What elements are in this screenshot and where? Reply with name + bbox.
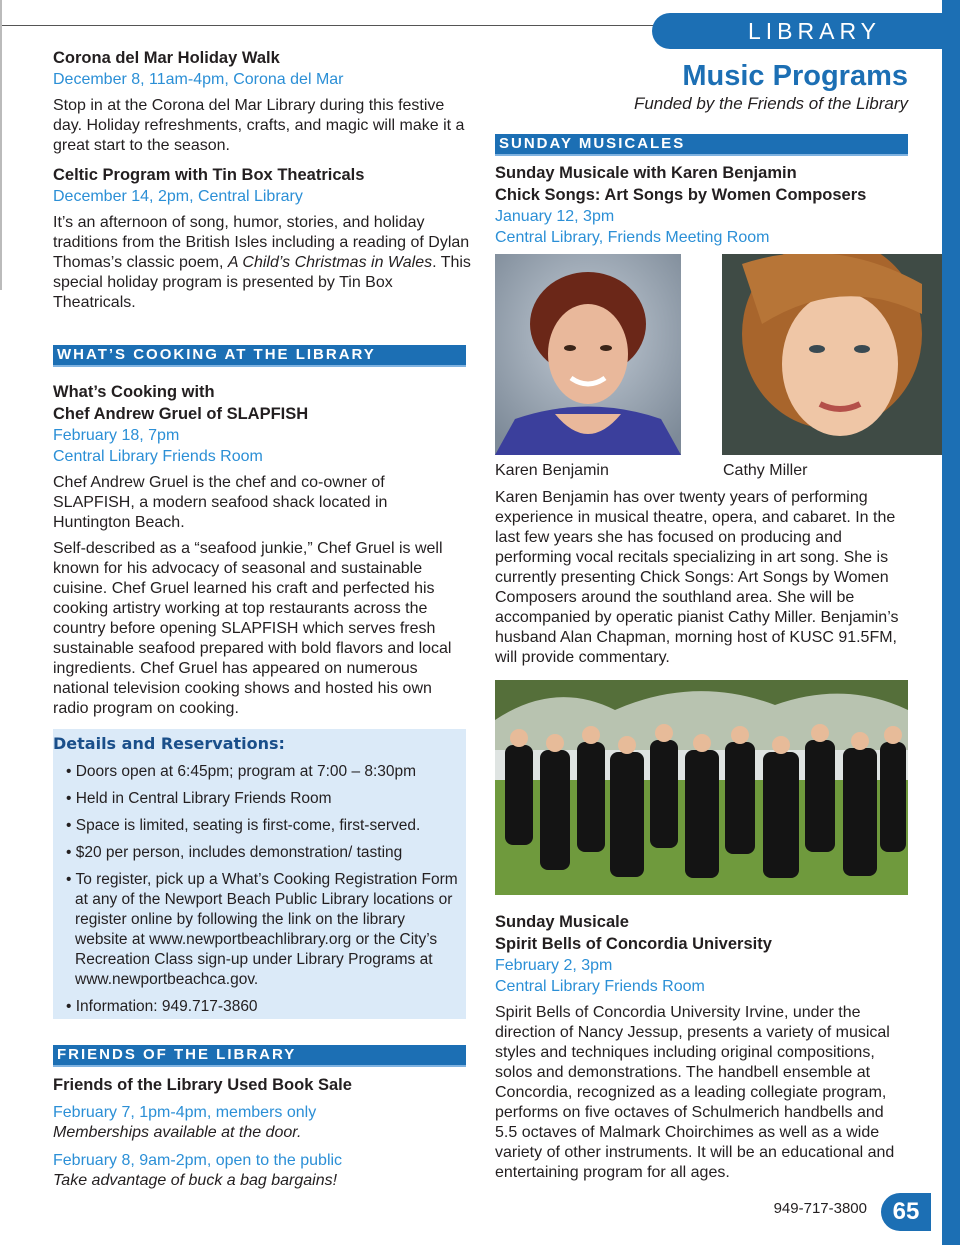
cooking-section-bar: WHAT’S COOKING AT THE LIBRARY — [53, 345, 466, 367]
bells-title-1: Sunday Musicale — [495, 913, 629, 931]
sunday-musicales-bar: SUNDAY MUSICALES — [495, 134, 908, 156]
karen-section-header — [495, 162, 908, 248]
page-number: 65 — [881, 1193, 931, 1231]
holiday-walk-body: Stop in at the Corona del Mar Library during this festive day. Holiday refreshments, crafts, and magic will make it a great start to the season. — [53, 97, 465, 154]
karen-caption: Karen Benjamin — [495, 462, 609, 479]
karen-body: Karen Benjamin has over twenty years of performing experience in musical theatre, opera, and cabaret. In the last few years she has focused on producing and performing vocal recitals specializing in art song. She is currently presenting Chick Songs: Art Songs by Women Composers around the southland area. She will be accompanied by operatic pianist Cathy Miller. Benjamin’s husband Alan Chapman, morning host of KUSC 91.5FM, will provide commentary. — [495, 489, 899, 666]
celtic-body-poem-title: A Child’s Christmas in Wales — [227, 254, 433, 271]
celtic-when: December 14, 2pm, Central Library — [53, 188, 303, 205]
celtic-body-text-b: . This special holiday program is presented by Tin Box Theatricals. — [53, 254, 471, 311]
right-edge-bar — [942, 0, 960, 1245]
cooking-body-1: Chef Andrew Gruel is the chef and co-owner of SLAPFISH, a modern seafood shack located in Huntington Beach. — [53, 474, 388, 531]
details-item: • $20 per person, includes demonstration/ tasting — [66, 843, 461, 863]
cooking-title-2: Chef Andrew Gruel of SLAPFISH — [53, 405, 309, 423]
left-margin-rule — [0, 0, 2, 290]
details-item: • Space is limited, seating is first-come, first-served. — [66, 816, 461, 836]
details-box — [53, 729, 466, 1019]
friends-section — [53, 1074, 466, 1191]
friends-note-1: Memberships available at the door. — [53, 1124, 302, 1141]
details-item: • To register, pick up a What’s Cooking Registration Form at any of the Newport Beach Public Library locations or register online by following the link on the library website at www.newportbeachlibrary.org or the City’s Recreation Class sign-up under Library Programs at www.newportbeachca.gov. — [66, 870, 461, 990]
friends-date-1: February 7, 1pm-4pm, members only — [53, 1104, 317, 1121]
karen-date: January 12, 3pm — [495, 208, 615, 225]
bells-title-2: Spirit Bells of Concordia University — [495, 935, 772, 953]
friends-note-2: Take advantage of buck a bag bargains! — [53, 1172, 338, 1189]
details-item: • Held in Central Library Friends Room — [66, 789, 461, 809]
celtic-section — [53, 164, 473, 313]
bells-place: Central Library Friends Room — [495, 978, 705, 995]
cathy-caption: Cathy Miller — [723, 462, 808, 479]
karen-benjamin-photo — [495, 254, 681, 455]
details-list — [66, 762, 461, 1024]
cooking-date: February 18, 7pm — [53, 427, 180, 444]
celtic-body-text-a: It’s an afternoon of song, humor, stories, and holiday traditions from the British Isles including a reading of Dylan Thomas’s classic poem, — [53, 214, 470, 271]
footer-phone: 949-717-3800 — [773, 1200, 867, 1217]
karen-title-2: Chick Songs: Art Songs by Women Composers — [495, 186, 867, 204]
cooking-section — [53, 381, 458, 719]
top-rule — [0, 25, 690, 26]
spirit-bells-group-photo — [495, 680, 908, 895]
karen-body-block — [495, 482, 908, 668]
library-tab: LIBRARY — [652, 13, 952, 49]
page-title: Music Programs — [682, 60, 908, 92]
celtic-body — [53, 213, 473, 313]
holiday-walk-section — [53, 47, 473, 156]
bells-body: Spirit Bells of Concordia University Irvine, under the direction of Nancy Jessup, presents a variety of musical styles and techniques including original compositions, solos and demonstrations. The handbell ensemble at Concordia, recognized as a leading collegiate program, performs on five octaves of Schulmerich handbells and 5.5 octaves of Malmark Choirchimes as well as a wide variety of other instruments. It will be an educational and entertaining program for all ages. — [495, 1004, 895, 1181]
cooking-body-2: Self-described as a “seafood junkie,” Chef Gruel is well known for his advocacy of seasonal and sustainable cuisine. Chef Gruel learned his craft and perfected his cooking artistry working at top restaurants across the country before opening SLAPFISH which serves fresh sustainable seafood prepared with bold flavors and local ingredients. Chef Gruel has appeared on numerous national television cooking shows and hosted his own radio program on cooking. — [53, 540, 452, 717]
friends-section-bar: FRIENDS OF THE LIBRARY — [53, 1045, 466, 1067]
friends-date-2: February 8, 9am-2pm, open to the public — [53, 1152, 343, 1169]
holiday-walk-when: December 8, 11am-4pm, Corona del Mar — [53, 71, 344, 88]
holiday-walk-title: Corona del Mar Holiday Walk — [53, 49, 280, 67]
karen-place: Central Library, Friends Meeting Room — [495, 229, 770, 246]
cooking-title-1: What’s Cooking with — [53, 383, 215, 401]
friends-title: Friends of the Library Used Book Sale — [53, 1076, 352, 1094]
bells-date: February 2, 3pm — [495, 957, 613, 974]
details-item: • Doors open at 6:45pm; program at 7:00 – 8:30pm — [66, 762, 461, 782]
cathy-miller-photo — [722, 254, 942, 455]
celtic-title: Celtic Program with Tin Box Theatricals — [53, 166, 365, 184]
bells-section — [495, 911, 908, 1183]
karen-title-1: Sunday Musicale with Karen Benjamin — [495, 164, 797, 182]
details-item: • Information: 949.717-3860 — [66, 997, 461, 1017]
page-subtitle: Funded by the Friends of the Library — [633, 94, 908, 113]
cooking-place: Central Library Friends Room — [53, 448, 263, 465]
details-title: Details and Reservations: — [53, 734, 285, 753]
